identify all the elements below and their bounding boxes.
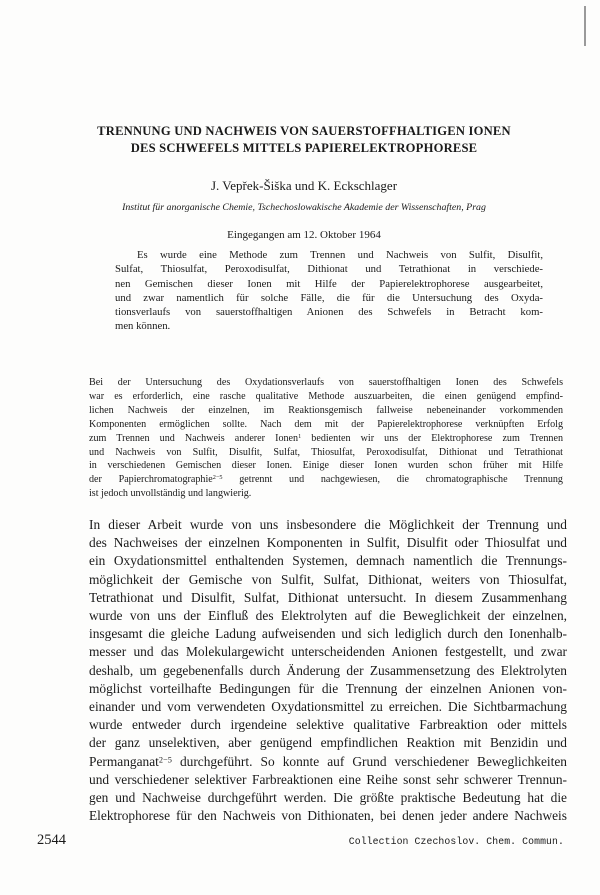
- received-date: Eingegangen am 12. Oktober 1964: [227, 229, 381, 241]
- intro-line: Komponenten ermöglichen sollte. Nach dem mit der Papierelektrophorese verknüpften Erfolg: [89, 418, 563, 430]
- intro-line: lichen Nachweis der einzelnen, im Reaktionsgemisch fallweise nebeneinander vorkommenden: [89, 404, 563, 416]
- main-line: insgesamt die gleiche Ladung aufweisenden und sich lediglich durch den Ionenhalb-: [89, 626, 567, 642]
- affiliation-line: Institut für anorganische Chemie, Tschechoslowakische Akademie der Wissenschaften, Prag: [122, 202, 486, 213]
- journal-name: Collection Czechoslov. Chem. Commun.: [348, 836, 564, 847]
- abstract-line: Es wurde eine Methode zum Trennen und Nachweis von Sulfit, Disulfit,: [137, 249, 543, 261]
- main-line: einander und vom verwendeten Oxydationsmittel zu erreichen. Die Sichtbarmachung: [89, 699, 567, 715]
- main-line: und verschiedener selektiver Farbreaktionen eine Reihe sonst sehr schwerer Trennun-: [89, 771, 567, 787]
- article-title-line: DES SCHWEFELS MITTELS PAPIERELEKTROPHORESE: [130, 141, 478, 155]
- main-line: ein Oxydationsmittel enthaltenden Systemen, demnach namentlich die Trennungs-: [89, 553, 567, 569]
- main-line: Elektrophorese für den Nachweis von Dithionaten, bei denen jeder andere Nachweis: [89, 808, 567, 824]
- main-line: gen und Nachweise durchgeführt werden. Die größte praktische Bedeutung hat die: [89, 790, 567, 806]
- main-text: durchgeführt. So konnte auf Grund verschiedener Beweglichkeiten: [171, 753, 567, 769]
- main-line: deshalb, um gegebenenfalls durch Änderung der Zusammensetzung des Elektrolyten: [89, 662, 567, 678]
- intro-line: [89, 473, 563, 487]
- intro-line: und Nachweis von Sulfit, Disulfit, Sulfat, Thiosulfat, Peroxodisulfat, Dithionat und Tetrathionat: [89, 446, 563, 458]
- intro-line: Bei der Untersuchung des Oxydationsverlaufs von sauerstoffhaltigen Ionen des Schwefels: [89, 377, 563, 388]
- abstract-line: Sulfat, Thiosulfat, Peroxodisulfat, Dithionat und Tetrathionat in verschiede-: [115, 263, 543, 276]
- intro-paragraph: [89, 376, 563, 501]
- page-number: 2544: [37, 832, 66, 848]
- intro-line: [89, 432, 563, 446]
- reference-superscript: 2−5: [158, 754, 172, 764]
- intro-text: bedienten wir uns der Elektrophorese zum Trennen: [301, 432, 563, 444]
- intro-line: ist jedoch unvollständig und langwierig.: [89, 488, 252, 500]
- main-text: Permanganat: [89, 753, 159, 769]
- abstract-line: tionsverlaufs von sauerstoffhaltigen Anionen des Schwefels in Betracht kom-: [115, 306, 543, 319]
- main-line: möglichkeit der Gemische von Sulfit, Sulfat, Dithionat, weiters von Thiosulfat,: [89, 571, 567, 587]
- intro-line: war es erforderlich, eine rasche qualitative Methode auszuarbeiten, die einen genügend empfind-: [89, 390, 563, 402]
- main-line: der ganz unselektiven, aber genügend empfindlichen Reaktion mit Benzidin und: [89, 735, 567, 751]
- main-line: des Nachweises der einzelnen Komponenten in Sulfit, Disulfit oder Thiosulfat und: [89, 535, 567, 551]
- main-line: wurde entweder durch irgendeine selektive qualitative Farbreaktion oder mittels: [89, 717, 567, 733]
- main-paragraph: [89, 516, 567, 825]
- intro-text: getrennt und nachgewiesen, die chromatographische Trennung: [222, 474, 563, 486]
- reference-superscript: 2−5: [212, 474, 223, 482]
- reference-superscript: 1: [298, 432, 302, 440]
- abstract-line: nen Gemischen dieser Ionen mit Hilfe der Papierelektrophorese ausgearbeitet,: [115, 277, 543, 290]
- authors-line: J. Vepřek-Šiška und K. Eckschlager: [210, 178, 398, 193]
- main-line: In dieser Arbeit wurde von uns insbesondere die Möglichkeit der Trennung und: [89, 517, 567, 532]
- main-line: wurde von uns der Einfluß des Elektrolyten auf die Beweglichkeit der einzelnen,: [89, 608, 567, 624]
- main-line: messer und das Molekulargewicht unterscheidenden Anionen festgestellt, und zwar: [89, 644, 567, 660]
- intro-line: in verschiedenen Gemischen dieser Ionen. Einige dieser Ionen wurden schon früher mit Hilfe: [89, 460, 563, 472]
- article-title-line: TRENNUNG UND NACHWEIS VON SAUERSTOFFHALTIGEN IONEN: [97, 124, 511, 138]
- scan-edge-mark: [584, 6, 586, 46]
- abstract-line: und zwar namentlich für solche Fälle, die für die Untersuchung des Oxyda-: [115, 291, 543, 304]
- abstract-line: men können.: [115, 320, 171, 333]
- intro-text: zum Trennen und Nachweis anderer Ionen: [89, 432, 299, 444]
- main-line: möglichst vorteilhafte Bedingungen für die Trennung der einzelnen Anionen von-: [89, 680, 567, 696]
- main-line: Tetrathionat und Disulfit, Sulfat, Dithionat untersucht. In diesem Zusammenhang: [89, 589, 567, 605]
- main-line: [89, 753, 567, 771]
- article-title: [60, 123, 548, 157]
- abstract: [115, 248, 543, 334]
- intro-text: der Papierchromatographie: [89, 474, 213, 486]
